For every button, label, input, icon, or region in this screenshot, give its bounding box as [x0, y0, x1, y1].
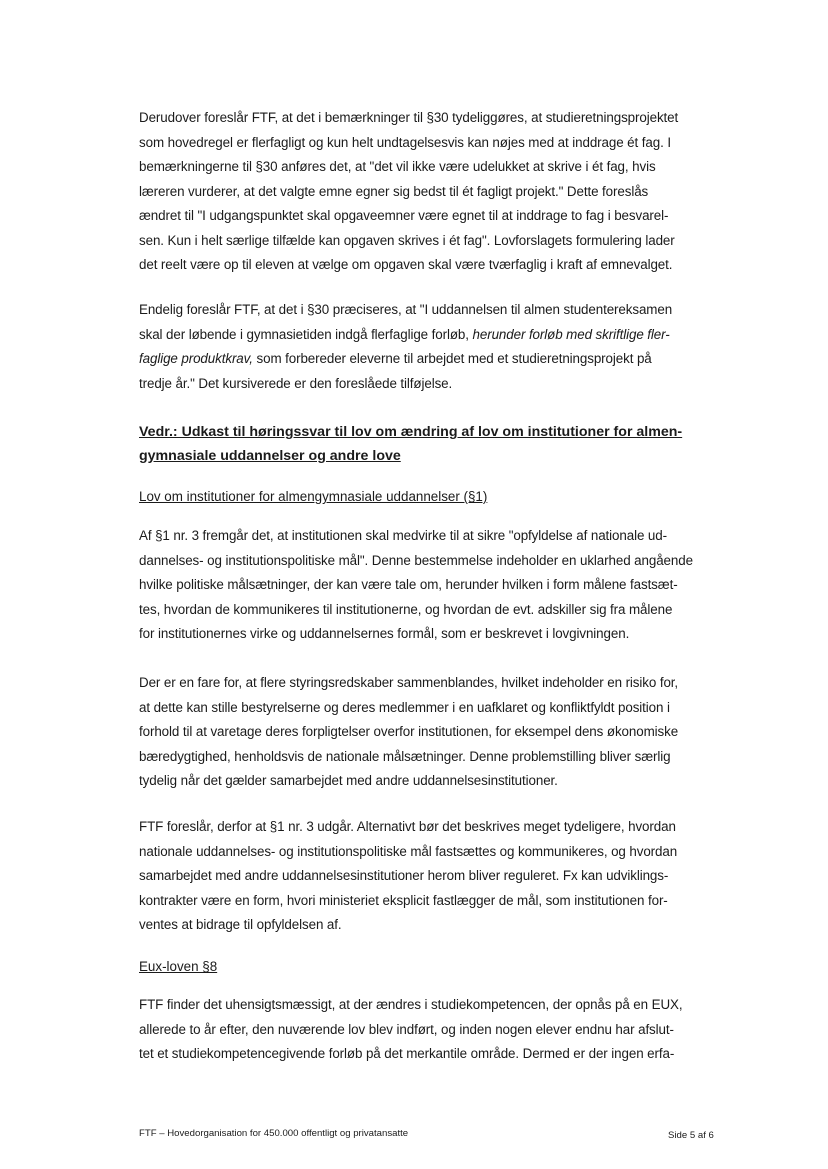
paragraph-ftf-forslag	[139, 815, 719, 938]
text-line: for institutionernes virke og uddannelsernes formål, som er beskrevet i lovgivningen.	[139, 626, 630, 641]
text-line: allerede to år efter, den nuværende lov blev indført, og inden nogen elever endnu har afslut-	[139, 1021, 674, 1037]
text-line: bemærkningerne til §30 anføres det, at "det vil ikke være udelukket at skrive i ét fag, hvis	[139, 159, 656, 174]
text-line: forhold til at varetage deres forpligtelser overfor institutionen, for eksempel dens økonomiske	[139, 724, 679, 739]
text-segment: skal der løbende i gymnasietiden indgå flerfaglige forløb,	[139, 326, 473, 342]
text-line: nationale uddannelses- og institutionspolitiske mål fastsættes og kommunikeres, og hvordan	[139, 843, 678, 859]
text-segment: som forbereder eleverne til arbejdet med et studieretningsprojekt på	[252, 351, 652, 366]
text-line: hvilke politiske målsætninger, der kan være tale om, herunder hvilken i form målene fastsæt-	[139, 577, 678, 592]
text-line	[139, 347, 719, 372]
text-line: samarbejdet med andre uddannelsesinstitutioner herom bliver reguleret. Fx kan udviklings-	[139, 868, 669, 883]
text-line: Derudover foreslår FTF, at det i bemærkninger til §30 tydeliggøres, at studieretningsprojektet	[139, 110, 679, 125]
text-line: Af §1 nr. 3 fremgår det, at institutionen skal medvirke til at sikre "opfyldelse af nationale ud-	[139, 528, 667, 543]
section-heading	[139, 420, 729, 468]
text-line: kontrakter være en form, hvori ministeriet eksplicit fastlægger de mål, som institutionen for-	[139, 892, 668, 908]
text-line: bæredygtighed, henholdsvis de nationale målsætninger. Denne problemstilling bliver særlig	[139, 748, 671, 764]
text-line: tes, hvordan de kommunikeres til institutionerne, og hvordan de evt. adskiller sig fra målene	[139, 601, 673, 617]
text-line: at dette kan stille bestyrelserne og deres medlemmer i en uafklaret og konfliktfyldt position i	[139, 699, 670, 715]
text-line: som hovedregel er flerfagligt og kun helt undtagelsesvis kan nøjes med at inddrage ét fag. I	[139, 134, 671, 150]
text-line: FTF finder det uhensigtsmæssigt, at der ændres i studiekompetencen, der opnås på en EUX,	[139, 997, 683, 1012]
text-line: sen. Kun i helt særlige tilfælde kan opgaven skrives i ét fag". Lovforslagets formulering lader	[139, 232, 675, 248]
heading-line: Vedr.: Udkast til høringssvar til lov om ændring af lov om institutioner for almen-	[139, 424, 683, 440]
text-line: tydelig når det gælder samarbejdet med andre uddannelsesinstitutioner.	[139, 773, 558, 788]
text-line: FTF foreslår, derfor at §1 nr. 3 udgår. Alternativt bør det beskrives meget tydeligere, hvordan	[139, 819, 676, 834]
text-line	[139, 323, 719, 348]
heading-line: gymnasiale uddannelser og andre love	[139, 448, 401, 464]
footer-page-number: Side 5 af 6	[668, 1130, 714, 1141]
text-line: læreren vurderer, at det valgte emne egner sig bedst til ét fagligt projekt." Dette foreslås	[139, 183, 649, 199]
paragraph-eux	[139, 993, 719, 1067]
italic-text-segment: faglige produktkrav,	[139, 351, 253, 366]
text-line: Der er en fare for, at flere styringsredskaber sammenblandes, hvilket indeholder en risiko for,	[139, 675, 679, 690]
text-line: tredje år." Det kursiverede er den foreslåede tilføjelse.	[139, 375, 453, 391]
text-line: Endelig foreslår FTF, at det i §30 præciseres, at "I uddannelsen til almen studentereksamen	[139, 302, 673, 317]
text-line: det reelt være op til eleven at vælge om opgaven skal være tværfaglig i kraft af emnevalget.	[139, 257, 673, 272]
paragraph-studieretningsprojekt	[139, 106, 719, 278]
text-line: dannelses- og institutionspolitiske mål". Denne bestemmelse indeholder en uklarhed angående	[139, 552, 693, 568]
text-line: tet et studiekompetencegivende forløb på det merkantile område. Dermed er der ingen erfa-	[139, 1046, 675, 1061]
subheading-institutionslov: Lov om institutioner for almengymnasiale uddannelser (§1)	[139, 489, 488, 504]
footer-organisation: FTF – Hovedorganisation for 450.000 offentligt og privatansatte	[139, 1128, 409, 1139]
text-line: ændret til "I udgangspunktet skal opgaveemner være egnet til at inddrage to fag i besvarel-	[139, 208, 669, 223]
italic-text-segment: herunder forløb med skriftlige fler-	[472, 326, 670, 342]
text-line: ventes at bidrage til opfyldelsen af.	[139, 917, 342, 932]
paragraph-flerfaglige-forloeb	[139, 298, 719, 396]
subheading-eux-loven: Eux-loven §8	[139, 959, 218, 974]
paragraph-paragraf-1-nr-3	[139, 524, 719, 647]
paragraph-styringsredskaber	[139, 671, 719, 794]
